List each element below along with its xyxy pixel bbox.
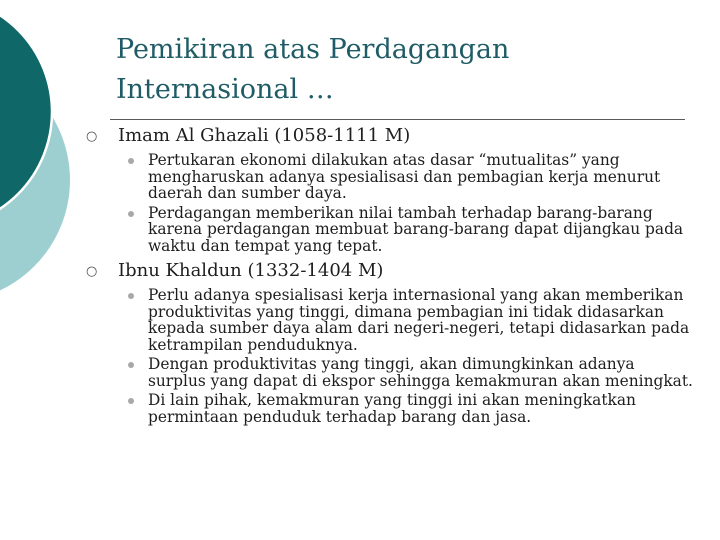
ibnu-khaldun-points — [86, 287, 696, 425]
point-text: Perlu adanya spesialisasi kerja internasional yang akan memberikan produktivitas yang tinggi, dimana pembagian ini tidak didasarkan kepada sumber daya alam dari negeri-negeri, tetapi didasarkan pada ketrampilan penduduknya. — [148, 286, 690, 354]
slide-title-line-2: Internasional … — [116, 74, 334, 105]
list-item — [86, 392, 696, 425]
point-text: Pertukaran ekonomi dilakukan atas dasar “mutualitas” yang mengharuskan adanya spesialisasi dan pembagian kerja menurut daerah dan sumber daya. — [148, 151, 661, 202]
section-al-ghazali — [86, 125, 696, 147]
section-heading: Ibnu Khaldun (1332-1404 M) — [118, 260, 384, 281]
slide-title — [116, 30, 676, 110]
list-item — [86, 356, 696, 389]
circle-bullet-icon: ○ — [86, 264, 98, 279]
dot-bullet-icon — [128, 211, 134, 217]
circle-bullet-icon: ○ — [86, 129, 98, 144]
slide-title-line-1: Pemikiran atas Perdagangan — [116, 34, 510, 65]
list-item — [86, 152, 696, 202]
section-ibnu-khaldun — [86, 260, 696, 282]
point-text: Perdagangan memberikan nilai tambah terhadap barang-barang karena perdagangan membuat barang-barang dapat dijangkau pada waktu dan tempat yang tepat. — [148, 203, 684, 255]
dot-bullet-icon — [128, 398, 134, 404]
al-ghazali-points — [86, 152, 696, 254]
section-heading: Imam Al Ghazali (1058-1111 M) — [118, 125, 411, 146]
point-text: Dengan produktivitas yang tinggi, akan dimungkinkan adanya surplus yang dapat di ekspor sehingga kemakmuran akan meningkat. — [148, 355, 693, 390]
list-item — [86, 205, 696, 255]
dot-bullet-icon — [128, 362, 134, 368]
dot-bullet-icon — [128, 158, 134, 164]
dot-bullet-icon — [128, 293, 134, 299]
list-item — [86, 287, 696, 353]
slide-body — [86, 119, 696, 428]
point-text: Di lain pihak, kemakmuran yang tinggi ini akan meningkatkan permintaan penduduk terhadap barang dan jasa. — [148, 391, 636, 426]
